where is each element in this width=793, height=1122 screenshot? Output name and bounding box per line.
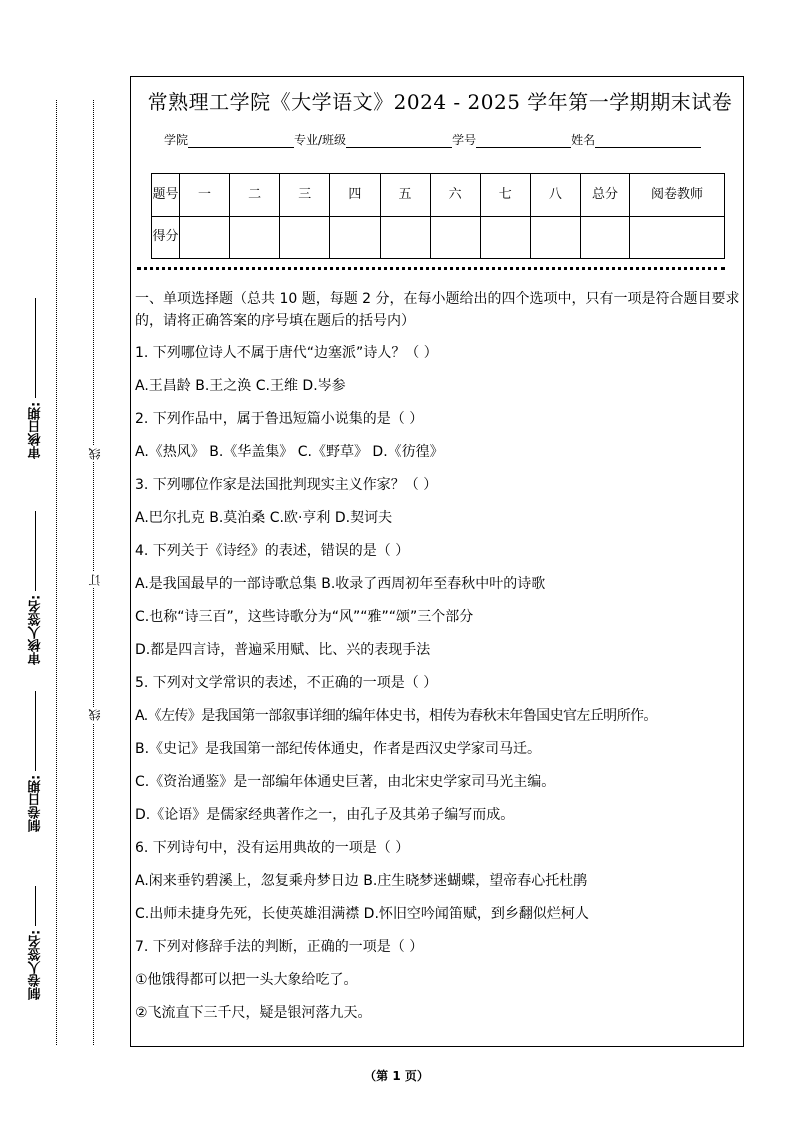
question-number-label: 题号 (152, 174, 180, 217)
option-line: B.《史记》是我国第一部纪传体通史，作者是西汉史学家司马迁。 (135, 741, 542, 757)
option-line: A.王昌龄 B.王之涣 C.王维 D.岑参 (135, 378, 346, 394)
question-line: 6. 下列诗句中，没有运用典故的一项是（ ） (135, 840, 410, 856)
score-cell-8[interactable] (530, 216, 580, 259)
reviewer-sign-line (36, 511, 37, 591)
binding-mark-line-top: 线 (88, 448, 102, 460)
question-line: 3. 下列哪位作家是法国批判现实主义作家？（ ） (135, 477, 438, 493)
option-line: A.是我国最早的一部诗歌总集 B.收录了西周初年至春秋中叶的诗歌 (135, 576, 546, 592)
option-line: D.都是四言诗，普遍采用赋、比、兴的表现手法 (135, 642, 431, 658)
college-label: 学院 (164, 133, 189, 147)
student-id-field[interactable] (476, 133, 571, 148)
major-field[interactable] (346, 133, 452, 148)
score-cell-2[interactable] (230, 216, 280, 259)
col-7: 七 (480, 174, 530, 217)
maker-date-label: 制卷日期: (28, 774, 44, 832)
statement-line: ①他饿得都可以把一头大象给吃了。 (135, 972, 358, 988)
name-label: 姓名 (571, 133, 596, 147)
question-line: 5. 下列对文学常识的表述，不正确的一项是（ ） (135, 675, 438, 691)
col-total: 总分 (581, 174, 630, 217)
question-section (135, 288, 745, 1030)
score-table-header-row (152, 174, 725, 217)
option-line: D.《论语》是儒家经典著作之一，由孔子及其弟子编写而成。 (135, 807, 515, 823)
score-cell-1[interactable] (180, 216, 230, 259)
question-line: 2. 下列作品中，属于鲁迅短篇小说集的是（ ） (135, 411, 424, 427)
student-info-row (164, 131, 701, 148)
maker-sign-line (36, 886, 37, 926)
maker-sign-field[interactable] (25, 870, 47, 1000)
col-4: 四 (330, 174, 380, 217)
score-cell-5[interactable] (380, 216, 430, 259)
question-line: 7. 下列对修辞手法的判断，正确的一项是（ ） (135, 939, 424, 955)
col-6: 六 (430, 174, 480, 217)
statement-line: ②飞流直下三千尺，疑是银河落九天。 (135, 1005, 372, 1021)
section-intro: 一、单项选择题（总共 10 题，每题 2 分，在每小题给出的四个选项中，只有一项是符合题目要求的，请将正确答案的序号填在题后的括号内） (135, 291, 740, 329)
col-3: 三 (280, 174, 330, 217)
option-line: C.《资治通鉴》是一部编年体通史巨著，由北宋史学家司马光主编。 (135, 774, 556, 790)
maker-date-field[interactable] (25, 682, 47, 832)
col-8: 八 (530, 174, 580, 217)
grader-label: 阅卷教师 (630, 174, 725, 217)
question-line: 1. 下列哪位诗人不属于唐代“边塞派”诗人？（ ） (135, 345, 438, 361)
name-field[interactable] (595, 133, 701, 148)
score-table-score-row (152, 216, 725, 259)
option-line: A.巴尔扎克 B.莫泊桑 C.欧·亨利 D.契诃夫 (135, 510, 393, 526)
maker-date-line (36, 691, 37, 771)
score-cell-7[interactable] (480, 216, 530, 259)
reviewer-sign-label: 审核人签名: (28, 594, 44, 665)
exam-title: 常熟理工学院《大学语文》2024 - 2025 学年第一学期期末试卷 (147, 90, 733, 114)
score-cell-6[interactable] (430, 216, 480, 259)
option-line: C.也称“诗三百”，这些诗歌分为“风”“雅”“颂”三个部分 (135, 609, 474, 625)
dotted-separator (137, 267, 725, 270)
reviewer-date-line (36, 298, 37, 398)
score-table (151, 173, 725, 259)
major-label: 专业/班级 (294, 133, 347, 147)
page-number: （第 1 页） (364, 1069, 429, 1083)
reviewer-sign-field[interactable] (25, 490, 47, 665)
left-dotted-line (56, 100, 57, 1045)
option-line: A.闲来垂钓碧溪上，忽复乘舟梦日边 B.庄生晓梦迷蝴蝶，望帝春心托杜鹃 (135, 873, 588, 889)
maker-sign-label: 制卷人签名: (28, 929, 44, 1000)
score-cell-total[interactable] (581, 216, 630, 259)
binding-mark-ding: 订 (88, 574, 102, 586)
question-line: 4. 下列关于《诗经》的表述，错误的是（ ） (135, 543, 410, 559)
score-label: 得分 (152, 216, 180, 259)
score-cell-3[interactable] (280, 216, 330, 259)
col-2: 二 (230, 174, 280, 217)
col-5: 五 (380, 174, 430, 217)
college-field[interactable] (188, 133, 294, 148)
grader-cell[interactable] (630, 216, 725, 259)
score-cell-4[interactable] (330, 216, 380, 259)
binding-mark-line-bottom: 线 (88, 709, 102, 721)
option-line: C.出师未捷身先死，长使英雄泪满襟 D.怀旧空吟闻笛赋，到乡翻似烂柯人 (135, 906, 589, 922)
option-line: A.《左传》是我国第一部叙事详细的编年体史书，相传为春秋末年鲁国史官左丘明所作。 (135, 708, 657, 724)
student-id-label: 学号 (452, 133, 477, 147)
col-1: 一 (180, 174, 230, 217)
option-line: A.《热风》 B.《华盖集》 C.《野草》 D.《彷徨》 (135, 444, 444, 460)
reviewer-date-label: 审核日期: (28, 402, 44, 460)
reviewer-date-field[interactable] (25, 298, 47, 468)
